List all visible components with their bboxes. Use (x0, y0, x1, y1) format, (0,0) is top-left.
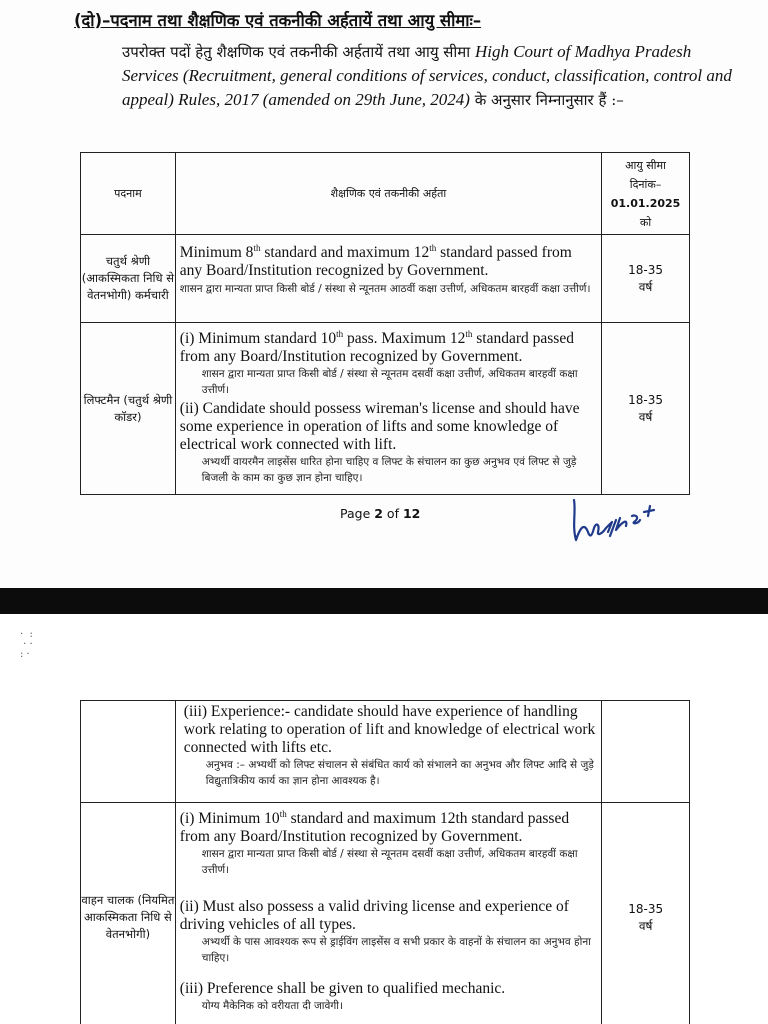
qual-i-text-b: standard and maximum 12th standard passed from any Board/Institution recognized by Government. (179, 810, 570, 846)
section-heading: (दो)–पदनाम तथा शैक्षणिक एवं तकनीकी अर्हतायें तथा आयु सीमाः– (74, 11, 482, 30)
age-unit: वर्ष (638, 279, 653, 294)
qualification-cell (175, 701, 602, 803)
qualification-ii-hi: अभ्यर्थी के पास आवश्यक रूप से ड्राईविंग लाइसेंस व सभी प्रकार के वाहनों के संचालन का अनुभव होना चाहिए। (201, 936, 591, 965)
header-post: पदनाम (114, 187, 142, 200)
scan-specks: · : · · : · (20, 629, 33, 660)
qualification-table-continued (80, 700, 690, 1024)
header-age-cell (602, 153, 690, 235)
rules-citation: High Court of Madhya Pradesh Services (Recruitment, general conditions of services, conduct, classification, control and appeal) Rules, 2017 (amended on 29th June, 2024) (122, 42, 732, 109)
qualification-iii-en: (iii) Experience:- candidate should have experience of handling work relating to operation of lift and knowledge of electrical work connected with lifts etc. (183, 703, 596, 756)
qual-i-text-a: (i) Minimum standard 10 (179, 330, 337, 348)
age-cell (602, 803, 690, 1024)
qual-i-sup: th (279, 809, 287, 819)
header-age-line2: दिनांक– (629, 177, 662, 191)
qualification-table (80, 152, 690, 495)
header-age-line3: 01.01.2025 (610, 196, 681, 210)
post-cell (81, 803, 176, 1024)
qual-text-c: standard passed from any Board/Institution recognized by Government. (179, 244, 572, 280)
qualification-ii-hi: अभ्यर्थी वायरमैन लाइसेंस धारित होना चाहिए व लिफ्ट के संचालन का कुछ अनुभव एवं लिफ्ट से जुड़े बिजली के काम का कुछ ज्ञान होना चाहिए। (201, 456, 577, 485)
page-total: 12 (402, 506, 421, 521)
page-divider (0, 588, 768, 614)
page-number (340, 506, 420, 521)
qual-sup-2: th (429, 243, 437, 253)
qual-i-sup-2: th (465, 329, 473, 339)
qualification-cell (175, 235, 601, 323)
age-limit (602, 262, 689, 296)
post-name: चतुर्थ श्रेणी (आकस्मिकता निधि से वेतनभोगी) कर्मचारी (81, 254, 175, 302)
age-cell (602, 323, 690, 495)
table-row (81, 701, 690, 803)
intro-hindi-lead: उपरोक्त पदों हेतु शैक्षणिक एवं तकनीकी अर्हतायें तथा आयु सीमा (122, 43, 471, 61)
intro-paragraph (122, 40, 732, 112)
header-qualification: शैक्षणिक एवं तकनीकी अर्हता (330, 187, 447, 200)
header-post-cell (81, 153, 176, 235)
age-range: 18-35 (628, 901, 664, 916)
qualification-i-hi: शासन द्वारा मान्यता प्राप्त किसी बोर्ड / संस्था से न्यूनतम दसवीं कक्षा उत्तीर्ण, अधिकतम बारहवीं कक्षा उत्तीर्ण। (201, 848, 578, 877)
table-header-row (81, 153, 690, 235)
qualification-i-en (180, 805, 596, 846)
post-cell (81, 323, 176, 495)
age-cell (602, 701, 690, 803)
qualification-ii-en: (ii) Must also possess a valid driving license and experience of driving vehicles of all types. (179, 898, 569, 934)
qualification-hi: शासन द्वारा मान्यता प्राप्त किसी बोर्ड / संस्था से न्यूनतम आठवीं कक्षा उत्तीर्ण, अधिकतम बारहवीं कक्षा उत्तीर्ण। (179, 283, 591, 296)
qual-sup-1: th (253, 243, 261, 253)
document-page-2 (0, 614, 768, 1024)
post-name: वाहन चालक (नियमित आकस्मिकता निधि से वेतनभोगी) (81, 893, 175, 941)
post-name: लिफ्टमैन (चतुर्थ श्रेणी कॉडर) (83, 392, 173, 424)
table-row (81, 323, 690, 495)
age-limit (602, 392, 689, 426)
qual-text-a: Minimum 8 (179, 244, 254, 262)
qualification-iii-hi: योग्य मैकेनिक को वरीयता दी जावेगी। (201, 1000, 343, 1013)
age-limit (602, 901, 689, 935)
qualification-ii-en: (ii) Candidate should possess wireman's license and should have some experience in operation of lifts and some knowledge of electrical work connected with lift. (179, 400, 580, 454)
header-age-line4: को (639, 215, 652, 229)
qualification-i-hi: शासन द्वारा मान्यता प्राप्त किसी बोर्ड / संस्था से न्यूनतम दसवीं कक्षा उत्तीर्ण, अधिकतम बारहवीं कक्षा उत्तीर्ण। (201, 368, 578, 397)
qualification-cell (175, 803, 602, 1024)
age-cell (602, 235, 690, 323)
age-unit: वर्ष (638, 918, 653, 933)
qualification-cell (175, 323, 601, 495)
qualification-i-en (180, 325, 595, 366)
qual-text-b: standard and maximum 12 (260, 244, 430, 262)
qualification-iii-en: (iii) Preference shall be given to qualified mechanic. (179, 980, 506, 998)
qualification-en (180, 239, 595, 280)
qualification-iii-hi: अनुभव :– अभ्यर्थी को लिफ्ट संचालन से संबंधित कार्य को संभालने का अनुभव और लिफ्ट आदि से जुड़े विद्युतात्रिकीय कार्य का ज्ञान होना आवश्यक है। (205, 759, 594, 787)
table-row (81, 235, 690, 323)
intro-hindi-tail: के अनुसार निम्नानुसार हैं :– (474, 91, 624, 109)
age-range: 18-35 (628, 392, 663, 407)
page-current: 2 (374, 506, 383, 521)
qual-i-sup-1: th (336, 329, 344, 339)
header-age (602, 156, 689, 232)
page-of: of (382, 506, 403, 521)
age-unit: वर्ष (638, 409, 653, 424)
qual-i-text-a: (i) Minimum 10 (179, 810, 280, 828)
table-row (81, 803, 690, 1024)
post-cell (81, 235, 176, 323)
post-cell (81, 701, 176, 803)
header-qualification-cell (175, 153, 601, 235)
qual-i-text-c: standard passed from any Board/Institution recognized by Government. (179, 330, 574, 366)
signature-icon (562, 492, 672, 552)
age-range: 18-35 (628, 262, 663, 277)
qual-i-text-b: pass. Maximum 12 (343, 330, 466, 348)
page-prefix: Page (340, 506, 375, 521)
header-age-line1: आयु सीमा (625, 158, 666, 172)
